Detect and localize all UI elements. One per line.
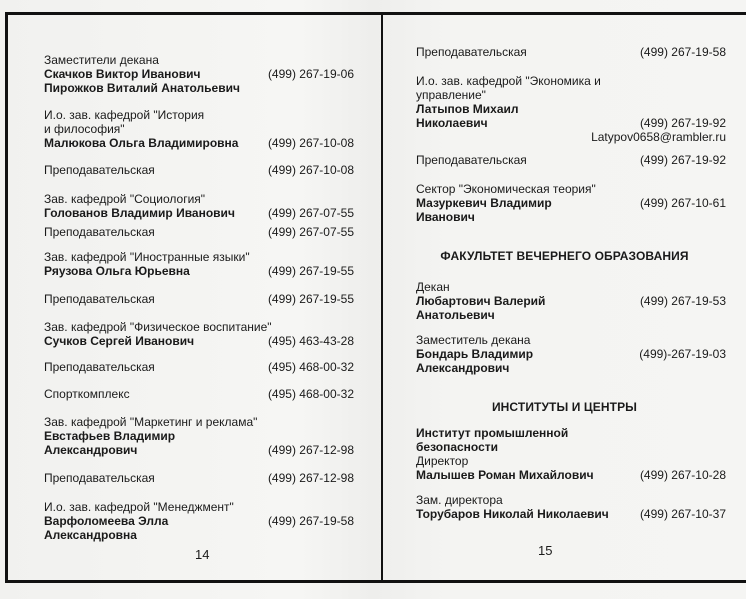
person-name: Александрович (416, 361, 510, 375)
entry-deputy-director (416, 493, 726, 521)
role-label: Зав. кафедрой "Физическое воспитание" (44, 320, 272, 334)
person-name: Мазуркевич Владимир (416, 196, 552, 210)
person-name: Александрович (44, 443, 138, 457)
page-15 (383, 15, 746, 580)
person-name: Александровна (44, 528, 137, 542)
phone-number: (499) 267-07-55 (267, 206, 354, 220)
role-label: Сектор "Экономическая теория" (416, 182, 596, 196)
entry-marketing (44, 415, 354, 457)
person-name: Ряузова Ольга Юрьевна (44, 264, 190, 278)
phone-number: (499) 267-10-08 (267, 163, 354, 177)
entry-staffroom (416, 153, 726, 167)
phone-number: (495) 468-00-32 (267, 387, 354, 401)
phone-number: (499) 267-10-28 (639, 468, 726, 482)
person-name: Торубаров Николай Николаевич (416, 507, 609, 521)
phone-number: (499)-267-19-03 (639, 347, 726, 361)
label: Преподавательская (44, 225, 155, 239)
role-label: Декан (416, 280, 450, 294)
label: Преподавательская (44, 471, 155, 485)
phone-number: (499) 267-10-37 (639, 507, 726, 521)
page-number: 15 (538, 543, 553, 558)
page-14 (8, 15, 381, 580)
role-label: Заместитель декана (416, 333, 531, 347)
label: Преподавательская (416, 45, 527, 59)
person-name: Анатольевич (416, 308, 495, 322)
role-label: И.о. зав. кафедрой "История (44, 108, 205, 122)
person-name: Евстафьев Владимир (44, 429, 176, 443)
entry-sociology (44, 192, 354, 220)
entry-history-philosophy (44, 108, 354, 150)
phone-number: (499) 267-19-92 (639, 116, 726, 130)
email-address: Latypov0658@rambler.ru (591, 130, 726, 144)
frame-bottom-border (6, 580, 746, 583)
entry-sports-complex (44, 387, 354, 401)
entry-dean (416, 280, 726, 322)
phone-number: (499) 267-19-53 (639, 294, 726, 308)
label: Преподавательская (44, 360, 155, 374)
page-number: 14 (195, 547, 210, 562)
person-name: Малюкова Ольга Владимировна (44, 136, 239, 150)
role-label: управление" (416, 88, 486, 102)
phone-number: (499) 267-10-61 (639, 196, 726, 210)
phone-number: (499) 267-19-58 (267, 514, 354, 528)
section-heading-evening-faculty: ФАКУЛЬТЕТ ВЕЧЕРНЕГО ОБРАЗОВАНИЯ (440, 249, 689, 263)
person-name: Николаевич (416, 116, 488, 130)
entry-staffroom (44, 163, 354, 177)
entry-deputy-dean (416, 333, 726, 375)
entry-foreign-languages (44, 250, 354, 278)
role-label: и философия" (44, 122, 125, 136)
entry-economics-management (416, 74, 726, 144)
entry-staffroom (44, 292, 354, 306)
role-label: Зав. кафедрой "Иностранные языки" (44, 250, 250, 264)
person-name: Варфоломеева Элла (44, 514, 169, 528)
person-name: Иванович (416, 210, 475, 224)
person-name: Скачков Виктор Иванович (44, 67, 201, 81)
phone-number: (499) 267-19-06 (267, 67, 354, 81)
phone-number: (495) 463-43-28 (267, 334, 354, 348)
role-label: И.о. зав. кафедрой "Экономика и (416, 74, 601, 88)
entry-economic-theory (416, 182, 726, 224)
person-name: Латыпов Михаил (416, 102, 519, 116)
phone-number: (499) 267-19-92 (639, 153, 726, 167)
entry-physical-education (44, 320, 354, 348)
entry-staffroom (416, 45, 726, 59)
role-label: Зав. кафедрой "Социология" (44, 192, 206, 206)
person-name: Бондарь Владимир (416, 347, 534, 361)
label: Спорткомплекс (44, 387, 130, 401)
label: Преподавательская (44, 292, 155, 306)
label: Преподавательская (44, 163, 155, 177)
person-name: Голованов Владимир Иванович (44, 206, 235, 220)
role-label: Зав. кафедрой "Маркетинг и реклама" (44, 415, 258, 429)
phone-number: (499) 267-19-55 (267, 292, 354, 306)
institute-name: безопасности (416, 440, 499, 454)
entry-deputy-deans (44, 53, 354, 95)
institute-name: Институт промышленной (416, 426, 569, 440)
phone-number: (499) 267-12-98 (267, 443, 354, 457)
person-name: Малышев Роман Михайлович (416, 468, 594, 482)
entry-staffroom (44, 471, 354, 485)
phone-number: (499) 267-19-58 (639, 45, 726, 59)
section-heading-institutes: ИНСТИТУТЫ И ЦЕНТРЫ (491, 400, 638, 414)
role-label: Зам. директора (416, 493, 503, 507)
phone-number: (499) 267-07-55 (267, 225, 354, 239)
person-name: Пирожков Виталий Анатольевич (44, 81, 240, 95)
entry-staffroom (44, 225, 354, 239)
role-label: Директор (416, 454, 469, 468)
entry-staffroom (44, 360, 354, 374)
role-label: Заместители декана (44, 53, 159, 67)
phone-number: (499) 267-10-08 (267, 136, 354, 150)
person-name: Сучков Сергей Иванович (44, 334, 195, 348)
phone-number: (499) 267-12-98 (267, 471, 354, 485)
label: Преподавательская (416, 153, 527, 167)
entry-industrial-safety-institute (416, 426, 726, 482)
phone-number: (495) 468-00-32 (267, 360, 354, 374)
entry-management (44, 500, 354, 542)
person-name: Любартович Валерий (416, 294, 546, 308)
phone-number: (499) 267-19-55 (267, 264, 354, 278)
role-label: И.о. зав. кафедрой "Менеджмент" (44, 500, 234, 514)
